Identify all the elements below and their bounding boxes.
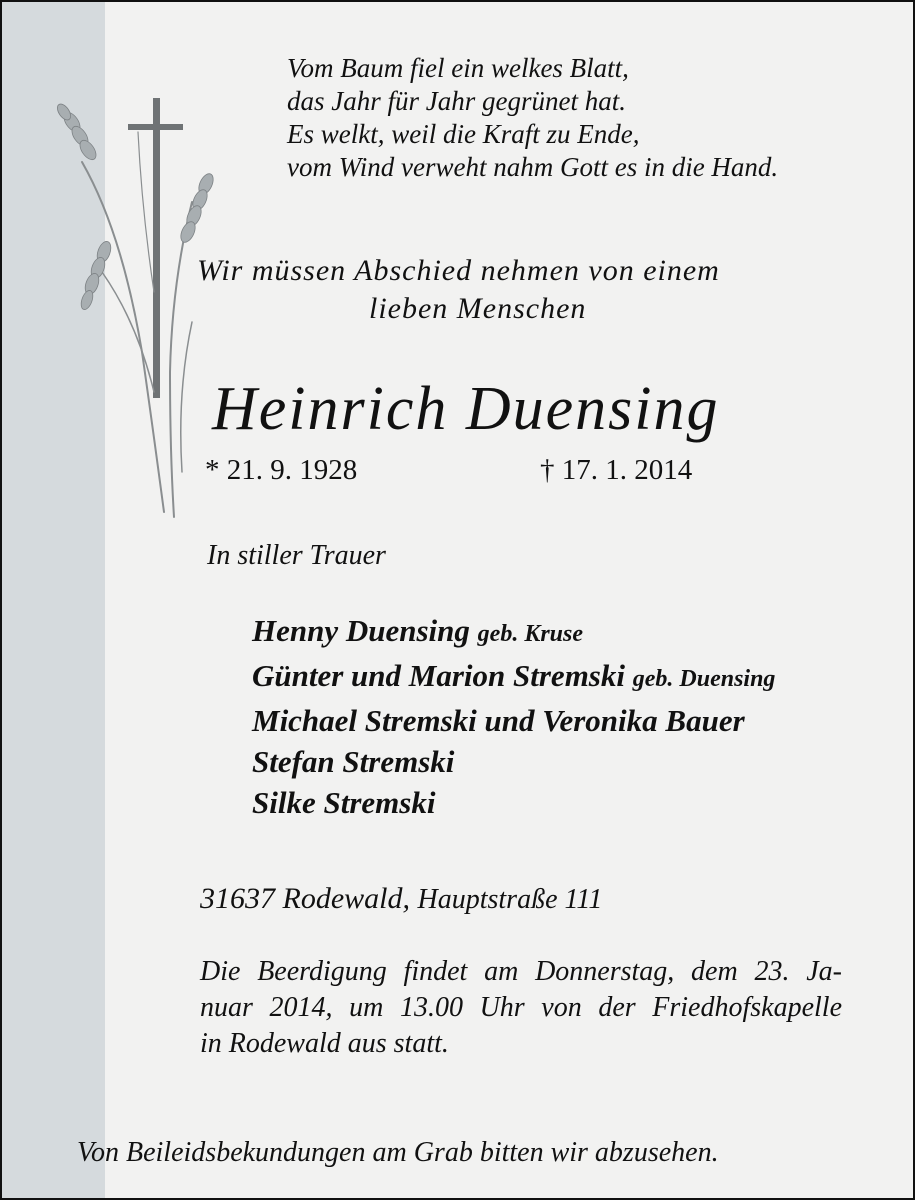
funeral-notice	[200, 954, 842, 1062]
cross-and-wheat-icon	[42, 92, 217, 522]
poem-line: vom Wind verweht nahm Gott es in die Hand.	[287, 152, 779, 182]
address-city: 31637 Rodewald,	[200, 882, 410, 915]
poem-line: Vom Baum fiel ein welkes Blatt,	[287, 53, 629, 83]
funeral-line-3: in Rodewald aus statt.	[200, 1028, 449, 1059]
mourner-entry	[252, 655, 775, 700]
address	[200, 882, 602, 916]
death-date: † 17. 1. 2014	[540, 454, 693, 486]
farewell-line-1: Wir müssen Abschied nehmen von einem	[197, 254, 720, 287]
funeral-line-1: Die Beerdigung findet am Donnerstag, dem 23. Ja-	[200, 956, 842, 987]
mourner-note: geb. Duensing	[632, 666, 776, 692]
mourner-note: geb. Kruse	[477, 621, 584, 647]
mourner-name: Silke Stremski	[252, 785, 436, 820]
mourner-name: Stefan Stremski	[252, 744, 455, 779]
mourners-list	[252, 610, 775, 823]
funeral-line-2: nuar 2014, um 13.00 Uhr von der Friedhofskapelle	[200, 992, 842, 1023]
mourner-entry	[252, 610, 775, 655]
farewell-text	[197, 252, 720, 328]
poem-line: das Jahr für Jahr gegrünet hat.	[287, 86, 626, 116]
farewell-line-2: lieben Menschen	[369, 292, 587, 325]
address-street: Hauptstraße 111	[417, 884, 603, 915]
poem	[287, 52, 778, 184]
mourning-label: In stiller Trauer	[207, 540, 386, 571]
condolence-note: Von Beileidsbekundungen am Grab bitten wir abzusehen.	[77, 1137, 719, 1168]
birth-date: * 21. 9. 1928	[205, 454, 358, 486]
mourner-entry	[252, 782, 775, 823]
mourner-name: Michael Stremski und Veronika Bauer	[252, 703, 745, 738]
mourner-name: Günter und Marion Stremski	[252, 658, 625, 693]
mourner-name: Henny Duensing	[252, 613, 470, 648]
mourner-entry	[252, 700, 775, 741]
deceased-name: Heinrich Duensing	[212, 375, 720, 443]
mourner-entry	[252, 741, 775, 782]
poem-line: Es welkt, weil die Kraft zu Ende,	[287, 119, 640, 149]
